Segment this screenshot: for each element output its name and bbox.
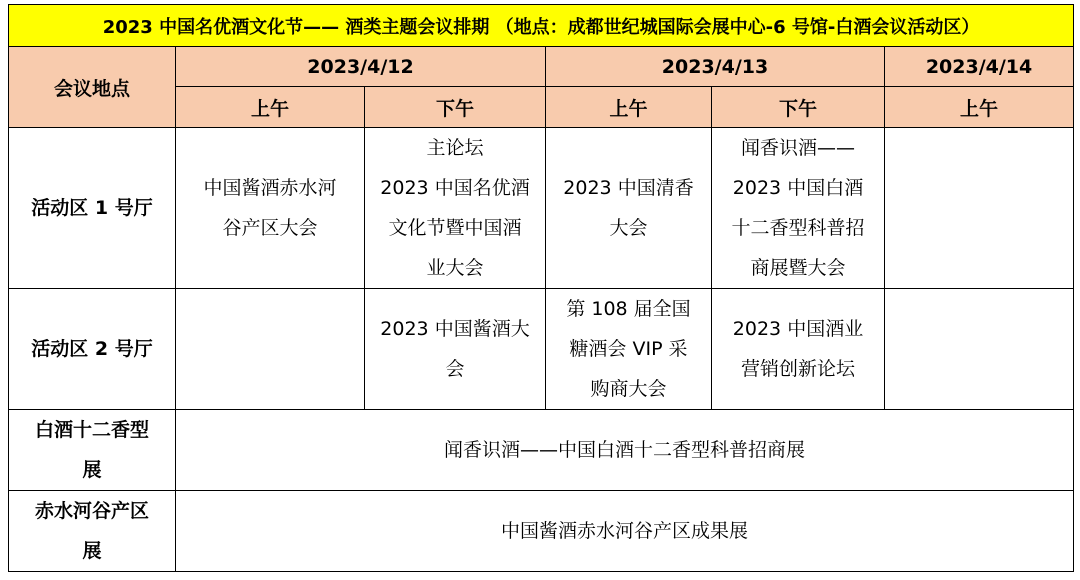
session-cell xyxy=(885,128,1074,289)
am-header-0414: 上午 xyxy=(885,87,1074,128)
expo-cell: 闻香识酒——中国白酒十二香型科普招商展 xyxy=(176,410,1074,491)
cell-line: 2023 中国酒业 xyxy=(732,318,864,340)
session-cell xyxy=(365,128,546,289)
session-cell xyxy=(176,289,365,410)
session-cell xyxy=(712,289,885,410)
cell-line: 展 xyxy=(82,459,102,481)
cell-line: 谷产区大会 xyxy=(222,217,318,239)
table-row xyxy=(9,128,1074,289)
session-cell xyxy=(885,289,1074,410)
session-cell xyxy=(546,128,712,289)
cell-line: 2023 中国名优酒 xyxy=(380,177,530,199)
pm-header-0413: 下午 xyxy=(712,87,885,128)
cell-line: 大会 xyxy=(609,217,648,239)
cell-line: 白酒十二香型 xyxy=(34,419,149,441)
table-row xyxy=(9,289,1074,410)
cell-line: 业大会 xyxy=(426,257,484,279)
cell-line: 2023 中国白酒 xyxy=(732,177,864,199)
session-cell xyxy=(712,128,885,289)
date-header-0412: 2023/4/12 xyxy=(176,47,546,87)
session-cell xyxy=(546,289,712,410)
cell-line: 十二香型科普招 xyxy=(731,217,865,239)
cell-line: 闻香识酒—— xyxy=(740,137,855,159)
cell-line: 主论坛 xyxy=(426,137,484,159)
session-cell xyxy=(176,128,365,289)
expo-cell: 中国酱酒赤水河谷产区成果展 xyxy=(176,491,1074,572)
cell-line: 糖酒会 VIP 采 xyxy=(569,338,688,360)
cell-line: 赤水河谷产区 xyxy=(34,500,149,522)
table-row xyxy=(9,410,1074,491)
table-title: 2023 中国名优酒文化节—— 酒类主题会议排期 （地点：成都世纪城国际会展中心-6 号馆-白酒会议活动区） xyxy=(9,5,1074,47)
cell-line: 中国酱酒赤水河 xyxy=(203,177,337,199)
session-cell xyxy=(365,289,546,410)
table-row xyxy=(9,491,1074,572)
am-header-0413: 上午 xyxy=(546,87,712,128)
venue-header: 会议地点 xyxy=(9,47,176,128)
cell-line: 展 xyxy=(82,540,102,562)
date-header-0414: 2023/4/14 xyxy=(885,47,1074,87)
cell-line: 营销创新论坛 xyxy=(740,358,855,380)
cell-line: 文化节暨中国酒 xyxy=(388,217,522,239)
venue-baijiu-expo xyxy=(9,410,176,491)
cell-line: 2023 中国清香 xyxy=(563,177,694,199)
date-header-0413: 2023/4/13 xyxy=(546,47,885,87)
cell-line: 购商大会 xyxy=(590,378,667,400)
cell-line: 会 xyxy=(445,358,465,380)
cell-line: 第 108 届全国 xyxy=(566,298,691,320)
cell-line: 商展暨大会 xyxy=(750,257,846,279)
schedule-table xyxy=(8,4,1074,572)
venue-chishui-expo xyxy=(9,491,176,572)
venue-hall-2: 活动区 2 号厅 xyxy=(9,289,176,410)
cell-line: 2023 中国酱酒大 xyxy=(380,318,530,340)
pm-header-0412: 下午 xyxy=(365,87,546,128)
venue-hall-1: 活动区 1 号厅 xyxy=(9,128,176,289)
am-header-0412: 上午 xyxy=(176,87,365,128)
